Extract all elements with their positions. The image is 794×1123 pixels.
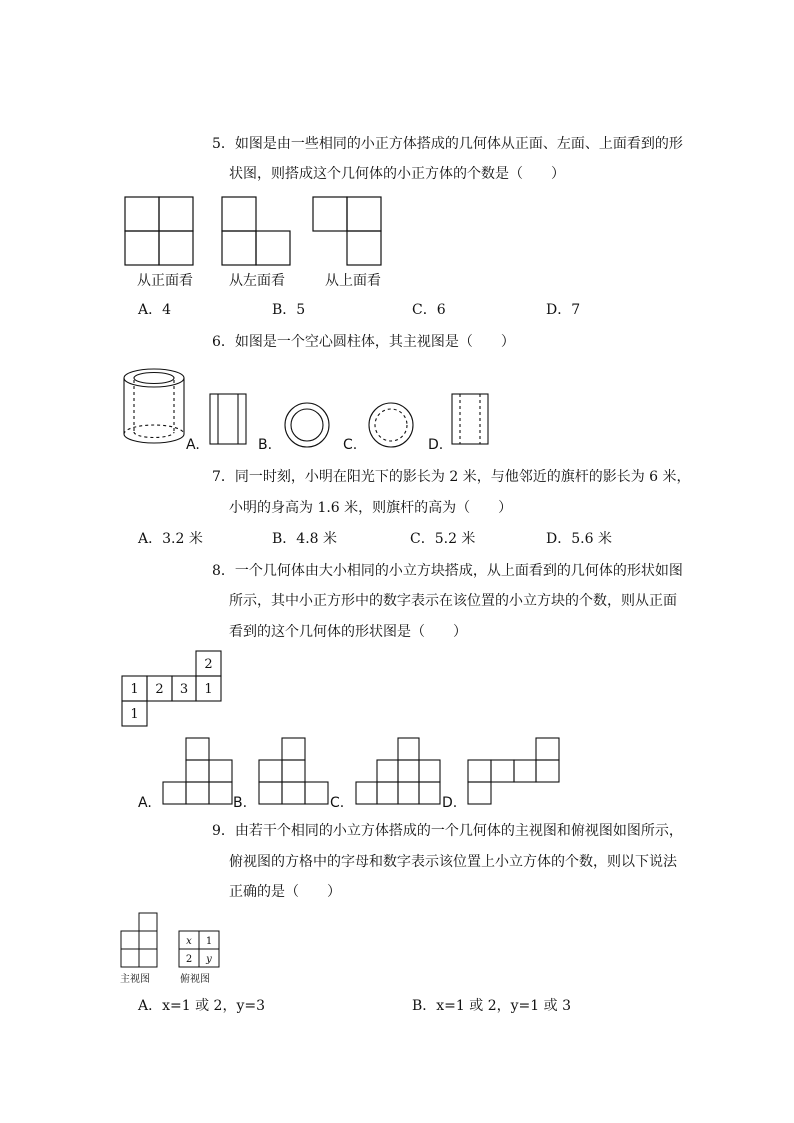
q8-option-b-letter[interactable]: B. [233, 795, 248, 811]
q5-top-cell [347, 197, 381, 231]
q9-stem-line1: 9．由若干个相同的小立方体搭成的一个几何体的主视图和俯视图如图所示， [212, 823, 683, 839]
q5-option-c[interactable]: C．6 [412, 302, 446, 318]
q6-option-d-figure[interactable] [448, 392, 492, 446]
q8-option-b-figure[interactable] [256, 736, 332, 806]
q9-grid-cell: y [206, 954, 212, 965]
q8-stem-line3: 看到的这个几何体的形状图是（ ） [229, 624, 467, 640]
q7-option-a[interactable]: A．3.2 米 [138, 531, 203, 547]
q5-label-left: 从左面看 [229, 273, 285, 289]
q8-grid-number: 1 [130, 707, 139, 722]
q5-top-cell [347, 231, 381, 265]
q7-stem-line1: 7．同一时刻，小明在阳光下的影长为 2 米，与他邻近的旗杆的影长为 6 米， [212, 469, 691, 485]
q8-option-d-figure[interactable] [466, 736, 562, 806]
q5-front-cell [159, 197, 193, 231]
q5-views-figure [122, 195, 392, 270]
q8-grid-number: 1 [130, 682, 139, 697]
q8-option-c-letter[interactable]: C. [330, 795, 345, 811]
q8-grid-number: 3 [179, 682, 189, 697]
q8-option-c-figure[interactable] [354, 736, 444, 806]
q5-label-front: 从正面看 [137, 273, 193, 289]
q9-option-b[interactable]: B．x=1 或 2，y=1 或 3 [412, 998, 571, 1014]
q5-option-a[interactable]: A．4 [138, 302, 172, 318]
q8-grid-number: 2 [155, 682, 164, 697]
q5-stem-line2: 状图，则搭成这个几何体的小正方体的个数是（ ） [229, 166, 565, 182]
q9-stem-line2: 俯视图的方格中的字母和数字表示该位置上小立方体的个数，则以下说法 [229, 854, 677, 870]
q5-left-cell [222, 197, 256, 231]
q5-front-cell [125, 231, 159, 265]
q7-stem-line2: 小明的身高为 1.6 米，则旗杆的高为（ ） [229, 500, 513, 516]
q9-grid-cell: x [186, 936, 192, 947]
q6-option-b-figure[interactable] [280, 398, 334, 452]
q5-label-top: 从上面看 [325, 273, 381, 289]
q9-grid-cell: 2 [185, 954, 193, 965]
q8-option-a-figure[interactable] [160, 736, 236, 806]
q8-stem-line2: 所示，其中小正方形中的数字表示在该位置的小立方块的个数，则从正面 [229, 593, 677, 609]
q7-option-b[interactable]: B．4.8 米 [272, 531, 338, 547]
q5-option-d[interactable]: D．7 [546, 302, 581, 318]
q8-stem-line1: 8．一个几何体由大小相同的小立方块搭成，从上面看到的几何体的形状如图 [212, 563, 683, 579]
q5-front-cell [159, 231, 193, 265]
q9-views-figure [116, 910, 226, 972]
q9-grid-cell: 1 [205, 936, 213, 947]
q6-stem-line1: 6．如图是一个空心圆柱体，其主视图是（ ） [212, 334, 515, 350]
q7-option-c[interactable]: C．5.2 米 [410, 531, 476, 547]
q8-option-a-letter[interactable]: A. [138, 795, 152, 811]
q9-caption-main-view: 主视图 [120, 974, 150, 985]
q6-option-d-letter[interactable]: D. [428, 437, 444, 453]
q5-top-cell [313, 197, 347, 231]
q6-option-a-figure[interactable] [206, 392, 250, 446]
q8-grid-number: 2 [204, 657, 213, 672]
q5-front-cell [125, 197, 159, 231]
q9-caption-top-view: 俯视图 [180, 974, 210, 985]
q6-option-a-letter[interactable]: A. [186, 437, 200, 453]
q9-option-a[interactable]: A．x=1 或 2，y=3 [138, 998, 265, 1014]
q6-option-c-letter[interactable]: C. [343, 437, 358, 453]
q6-option-c-figure[interactable] [364, 398, 418, 452]
q7-option-d[interactable]: D．5.6 米 [546, 531, 612, 547]
hollow-cylinder-figure [120, 366, 190, 448]
q6-option-b-letter[interactable]: B. [258, 437, 273, 453]
q5-left-cell [256, 231, 290, 265]
q9-stem-line3: 正确的是（ ） [229, 884, 341, 900]
q8-option-d-letter[interactable]: D. [442, 795, 458, 811]
q5-left-cell [222, 231, 256, 265]
q8-top-view-grid [120, 650, 224, 728]
q5-option-b[interactable]: B．5 [272, 302, 306, 318]
q8-grid-number: 1 [204, 682, 213, 697]
q5-stem-line1: 5．如图是由一些相同的小正方体搭成的几何体从正面、左面、上面看到的形 [212, 136, 683, 152]
